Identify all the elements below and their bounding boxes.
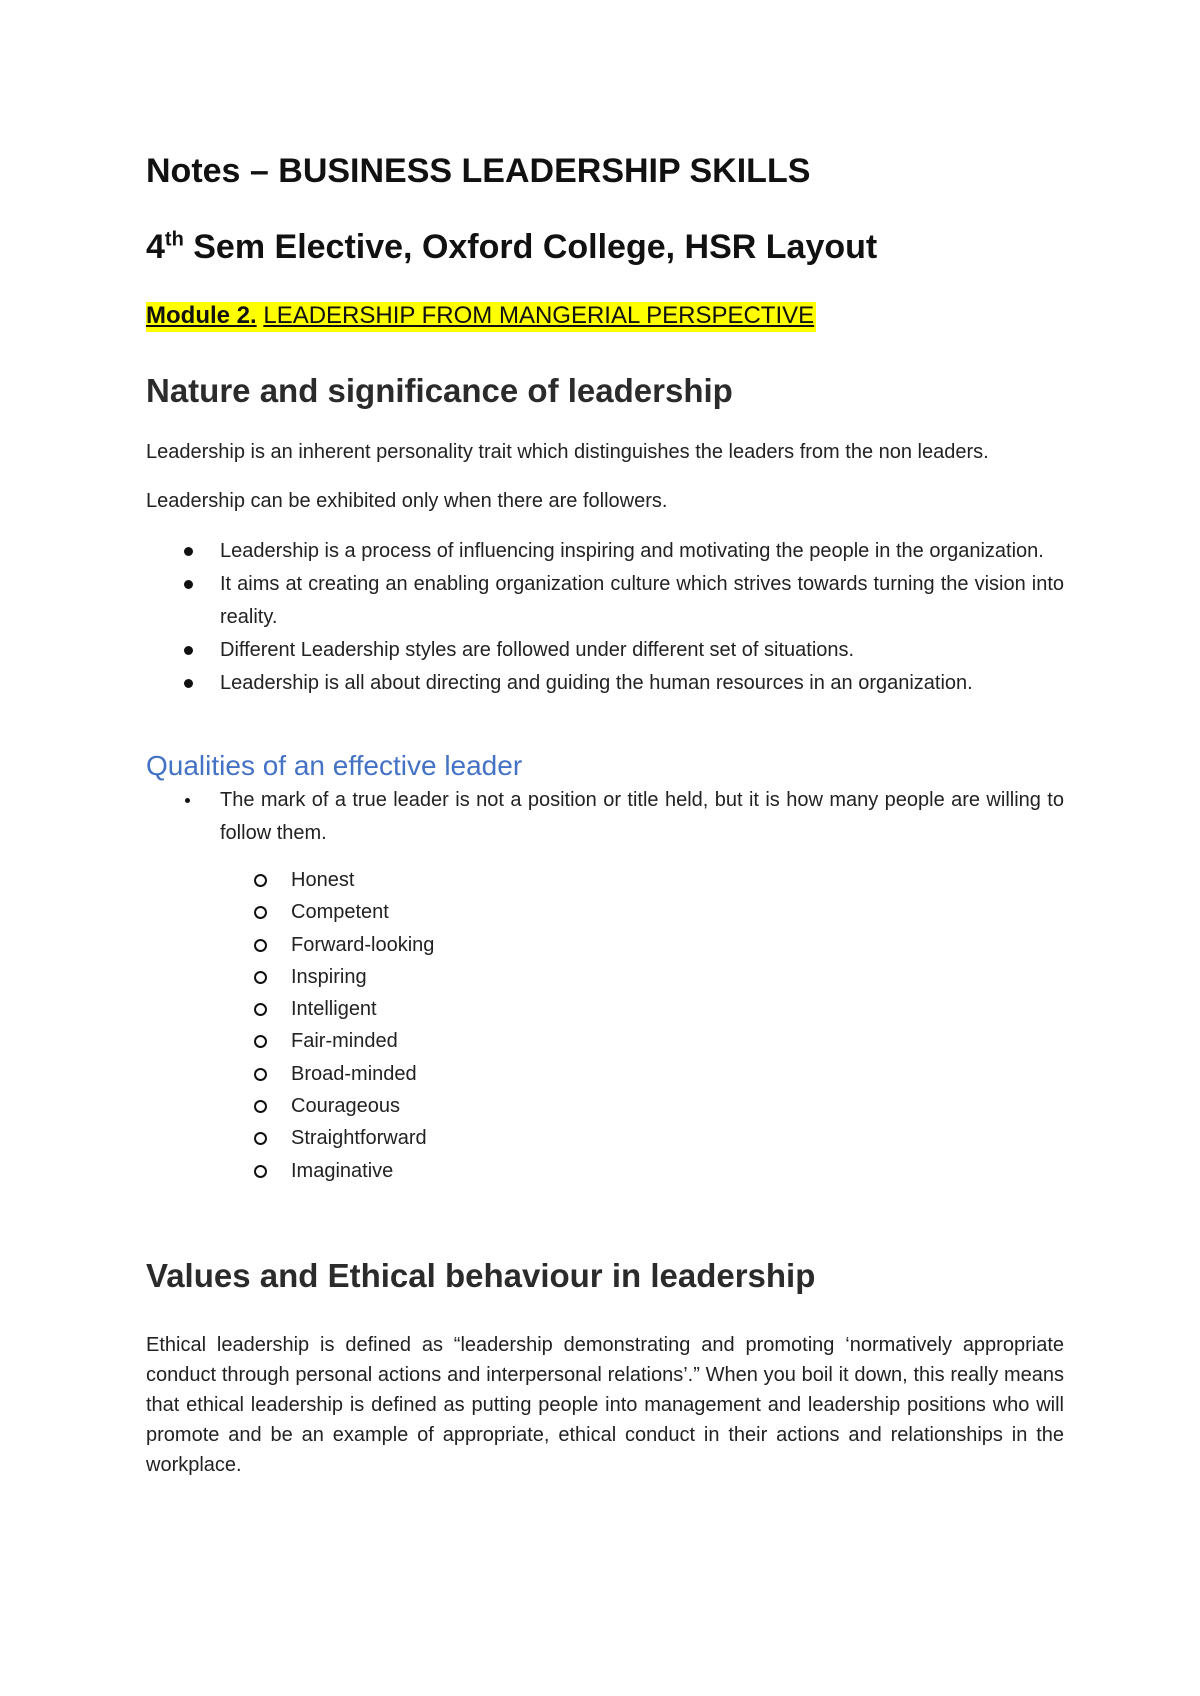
circle-bullet-icon	[254, 874, 267, 887]
list-item	[146, 667, 1064, 700]
bullet-list	[146, 535, 1064, 700]
module-number: Module 2.	[146, 302, 257, 329]
module-heading	[146, 302, 816, 332]
list-item-text: Different Leadership styles are followed under different set of situations.	[220, 639, 855, 661]
circle-bullet-icon	[254, 1035, 267, 1048]
quality-text: Honest	[291, 869, 355, 891]
list-item-text: Leadership is all about directing and guiding the human resources in an organization.	[220, 672, 973, 694]
section-heading-values: Values and Ethical behaviour in leadership	[146, 1257, 816, 1294]
list-item	[146, 784, 1064, 850]
subtitle-number: 4	[146, 228, 165, 266]
bullet-icon	[184, 679, 193, 688]
circle-bullet-icon	[254, 1003, 267, 1016]
document-subtitle	[146, 228, 877, 267]
quality-item	[254, 1025, 434, 1057]
quality-text: Straightforward	[291, 1127, 427, 1150]
paragraph: Leadership is an inherent personality trait which distinguishes the leaders from the non leaders.	[146, 441, 989, 463]
quality-item	[254, 1058, 434, 1090]
quality-text: Inspiring	[291, 965, 367, 988]
quality-item	[254, 1090, 434, 1122]
list-item-text: Leadership is a process of influencing inspiring and motivating the people in the organization.	[220, 540, 1044, 562]
list-item-text: It aims at creating an enabling organization culture which strives towards turning the vision into reality.	[220, 573, 1064, 628]
document-title: Notes – BUSINESS LEADERSHIP SKILLS	[146, 152, 811, 190]
quality-item	[254, 864, 434, 896]
bullet-icon	[184, 580, 193, 589]
bullet-icon	[184, 547, 193, 556]
quality-text: Fair-minded	[291, 1030, 398, 1053]
circle-bullet-icon	[254, 971, 267, 984]
quality-item	[254, 1155, 434, 1187]
qualities-intro-list	[146, 784, 1064, 850]
list-item	[146, 568, 1064, 634]
quality-text: Broad-minded	[291, 1062, 417, 1085]
qualities-list	[254, 864, 434, 1187]
quality-text: Courageous	[291, 1095, 400, 1118]
quality-text: Imaginative	[291, 1159, 394, 1182]
circle-bullet-icon	[254, 1068, 267, 1081]
module-title: LEADERSHIP FROM MANGERIAL PERSPECTIVE	[263, 302, 815, 329]
list-item-text: The mark of a true leader is not a position or title held, but it is how many people are willing to follow them.	[220, 789, 1064, 844]
list-item	[146, 634, 1064, 667]
quality-item	[254, 1122, 434, 1154]
bullet-icon	[185, 798, 190, 803]
quality-item	[254, 929, 434, 961]
bullet-icon	[184, 646, 193, 655]
quality-text: Intelligent	[291, 998, 377, 1021]
quality-text: Competent	[291, 901, 389, 924]
quality-item	[254, 896, 434, 928]
circle-bullet-icon	[254, 1100, 267, 1113]
circle-bullet-icon	[254, 1132, 267, 1145]
paragraph: Leadership can be exhibited only when there are followers.	[146, 490, 668, 512]
quality-text: Forward-looking	[291, 933, 435, 956]
quality-item	[254, 993, 434, 1025]
subtitle-rest: Sem Elective, Oxford College, HSR Layout	[183, 228, 878, 266]
circle-bullet-icon	[254, 906, 267, 919]
section-heading-qualities: Qualities of an effective leader	[146, 750, 523, 781]
paragraph: Ethical leadership is defined as “leadership demonstrating and promoting ‘normatively appropriate conduct through personal actions and interpersonal relations’.” When you boil it down, this really means that ethical leadership is defined as putting people into management and leadership positions who will promote and be an example of appropriate, ethical conduct in their actions and relationships in the workplace.	[146, 1334, 1064, 1476]
circle-bullet-icon	[254, 1165, 267, 1178]
list-item	[146, 535, 1064, 568]
subtitle-superscript: th	[164, 228, 184, 251]
circle-bullet-icon	[254, 939, 267, 952]
quality-item	[254, 961, 434, 993]
section-heading-nature: Nature and significance of leadership	[146, 372, 733, 409]
